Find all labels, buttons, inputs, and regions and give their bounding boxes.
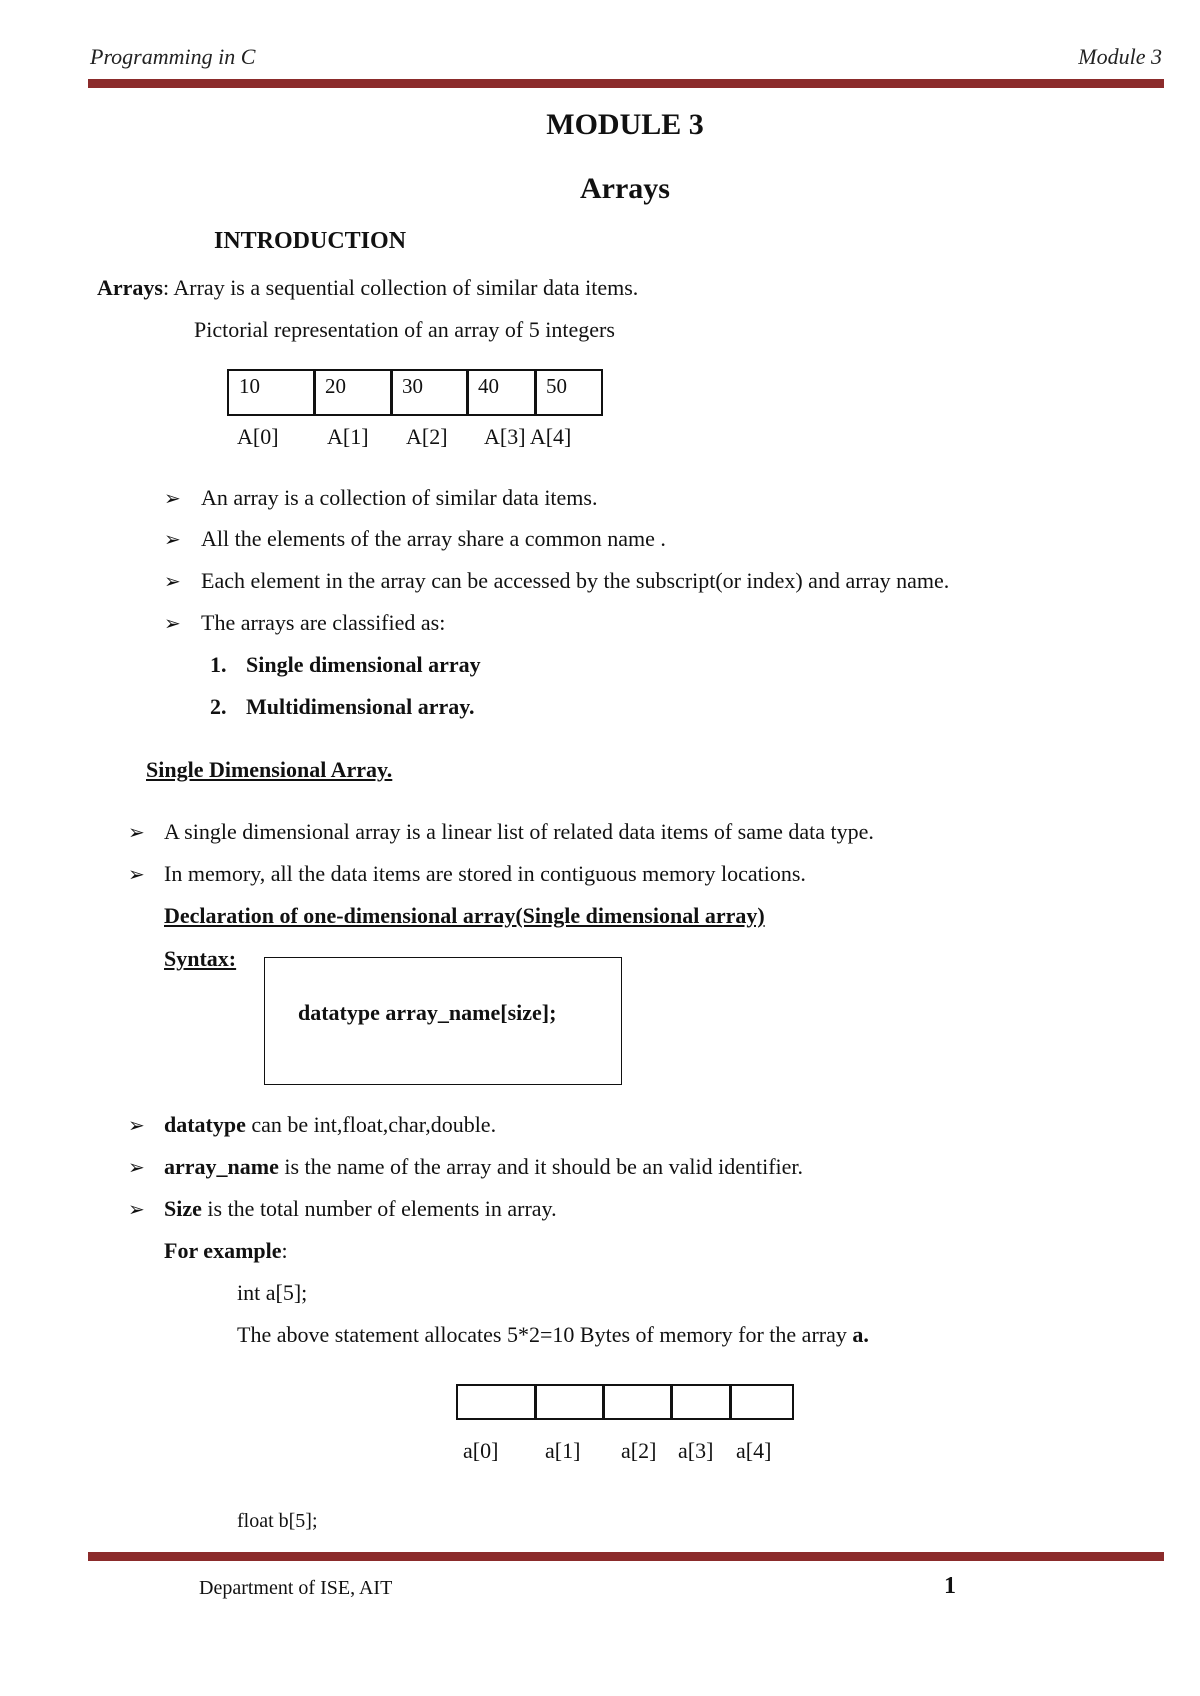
index-label: A[1] [327,424,369,449]
list-item [164,1154,803,1180]
array-cell [466,369,537,416]
cell-value: 20 [325,374,346,398]
index-label: a[0] [463,1438,499,1463]
intro-heading: INTRODUCTION [214,228,407,254]
running-header-left: Programming in C [90,44,256,69]
footer-rule [88,1552,1164,1561]
arrays-definition [97,275,638,301]
example-note-text: The above statement allocates 5*2=10 Bytes of memory for the array [237,1322,853,1347]
arrowhead-bullet-icon: ➢ [128,1115,145,1137]
syntax-label: Syntax: [164,946,237,971]
array-cell [390,369,469,416]
example-term: For example [164,1238,282,1263]
page-number: 1 [944,1573,956,1599]
example-label [164,1238,288,1264]
cell-value: 40 [478,374,499,398]
array-cell [456,1384,537,1420]
array-cell [602,1384,673,1420]
list-item: All the elements of the array share a common name . [201,526,666,551]
header-rule [88,79,1164,88]
arrowhead-bullet-icon: ➢ [164,488,181,510]
list-item: Multidimensional array. [246,694,475,719]
cell-value: 30 [402,374,423,398]
example-code: int a[5]; [237,1280,308,1305]
index-label: a[4] [736,1438,772,1463]
footer-department: Department of ISE, AIT [199,1577,393,1599]
syntax-box [264,957,622,1085]
page-subtitle: Arrays [580,172,670,205]
term-desc: is the total number of elements in array. [201,1196,557,1221]
index-label: a[2] [621,1438,657,1463]
arrowhead-bullet-icon: ➢ [128,864,145,886]
list-item: Each element in the array can be accessed by the subscript(or index) and array name. [201,568,950,593]
list-item: A single dimensional array is a linear list of related data items of same data type. [164,819,874,844]
list-number: 2. [210,694,227,719]
example-note [237,1322,869,1348]
list-item: The arrays are classified as: [201,610,446,635]
array-cell [534,369,603,416]
array-cell [670,1384,732,1420]
list-item [164,1112,496,1138]
array-cell [729,1384,794,1420]
arrowhead-bullet-icon: ➢ [164,571,181,593]
array-cell [313,369,393,416]
array-cell [227,369,316,416]
cell-value: 10 [239,374,260,398]
declaration-heading: Declaration of one-dimensional array(Single dimensional array) [164,903,765,928]
list-number: 1. [210,652,227,677]
index-label: A[0] [237,424,279,449]
array-cell [534,1384,605,1420]
example-note-term: a. [852,1322,869,1347]
pictorial-caption: Pictorial representation of an array of 5 integers [194,317,615,342]
arrowhead-bullet-icon: ➢ [164,529,181,551]
float-declaration: float b[5]; [237,1510,318,1532]
index-label: a[1] [545,1438,581,1463]
list-item: Single dimensional array [246,652,481,677]
section-heading: Single Dimensional Array. [146,757,393,782]
arrowhead-bullet-icon: ➢ [164,613,181,635]
index-label: a[3] [678,1438,714,1463]
term-desc: is the name of the array and it should be an valid identifier. [278,1154,804,1179]
term: Size [164,1196,202,1221]
page-title: MODULE 3 [546,108,704,141]
list-item [164,1196,557,1222]
term-desc: can be int,float,char,double. [245,1112,497,1137]
term: array_name [164,1154,279,1179]
arrowhead-bullet-icon: ➢ [128,822,145,844]
index-label: A[2] [406,424,448,449]
arrays-term: Arrays [97,275,163,300]
list-item: In memory, all the data items are stored in contiguous memory locations. [164,861,806,886]
arrowhead-bullet-icon: ➢ [128,1199,145,1221]
running-header-right: Module 3 [1078,44,1162,69]
term: datatype [164,1112,246,1137]
syntax-code: datatype array_name[size]; [298,1000,557,1025]
arrays-def-text: : Array is a sequential collection of similar data items. [162,275,639,300]
cell-value: 50 [546,374,567,398]
list-item: An array is a collection of similar data items. [201,485,598,510]
arrowhead-bullet-icon: ➢ [128,1157,145,1179]
index-label: A[3] A[4] [484,424,572,449]
example-colon: : [281,1238,288,1263]
